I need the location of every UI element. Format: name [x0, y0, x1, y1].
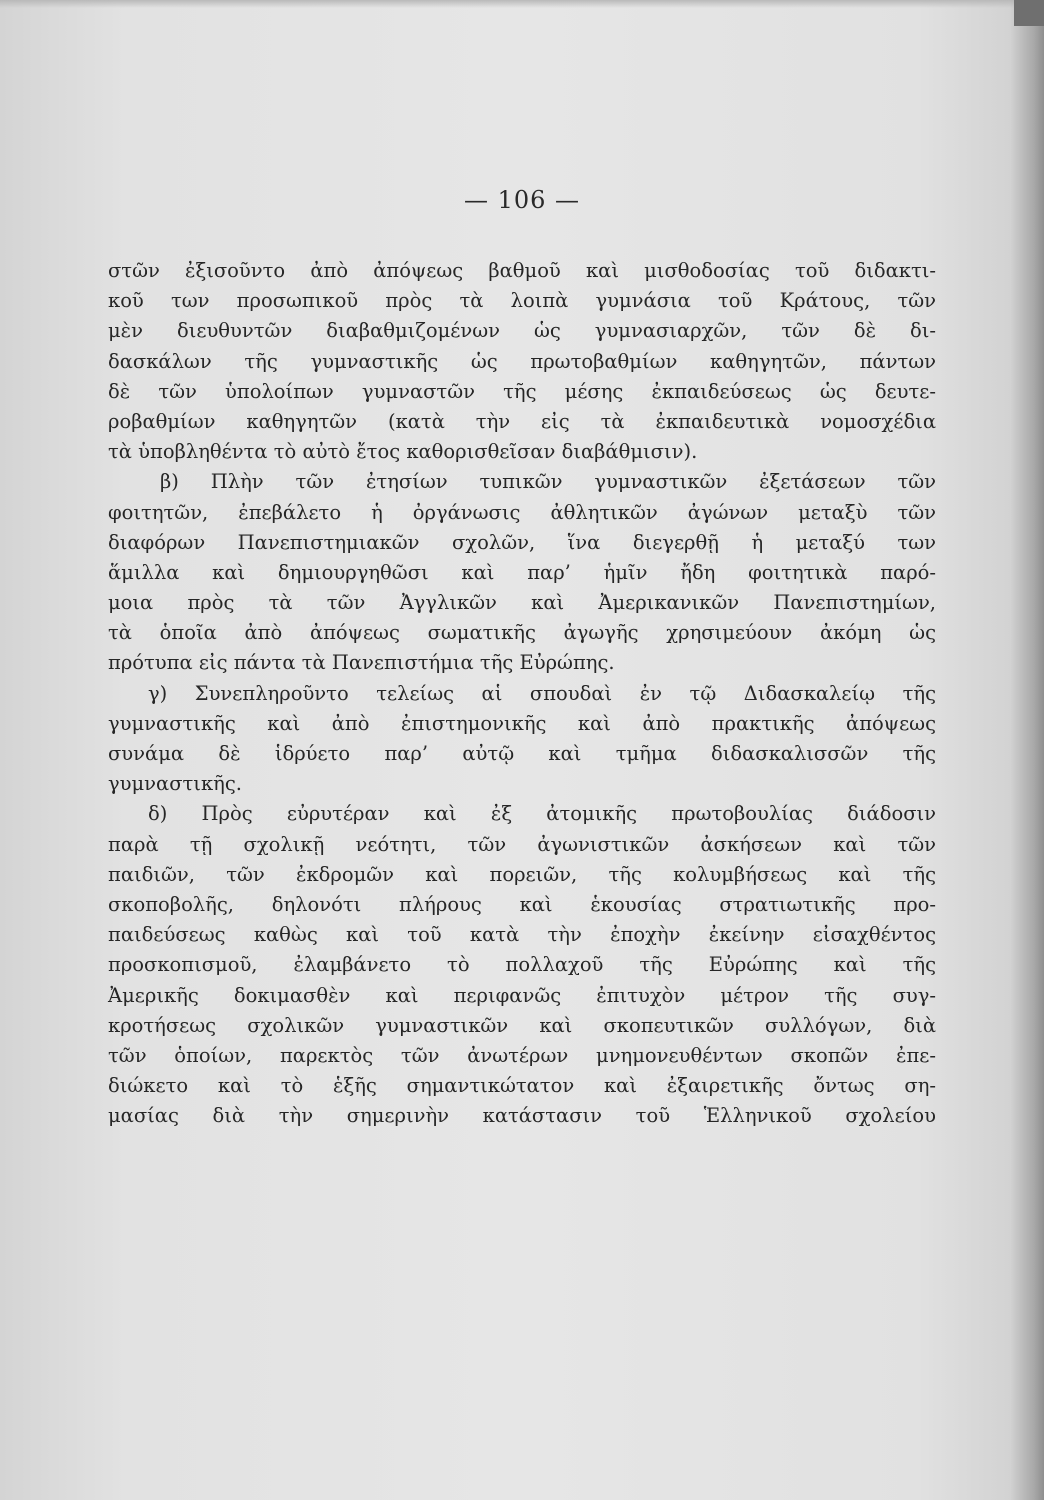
- text-line: μὲν διευθυντῶν διαβαθμιζομένων ὡς γυμνασιαρχῶν, τῶν δὲ δι-: [108, 319, 936, 343]
- text-line: παρὰ τῇ σχολικῇ νεότητι, τῶν ἀγωνιστικῶν ἀσκήσεων καὶ τῶν: [108, 832, 936, 856]
- text-line: διαφόρων Πανεπιστημιακῶν σχολῶν, ἵνα διεγερθῇ ἡ μεταξύ των: [108, 530, 936, 554]
- text-line: Ἀμερικῆς δοκιμασθὲν καὶ περιφανῶς ἐπιτυχὸν μέτρον τῆς συγ-: [108, 983, 936, 1007]
- text-line: δ) Πρὸς εὐρυτέραν καὶ ἐξ ἀτομικῆς πρωτοβουλίας διάδοσιν: [148, 802, 936, 826]
- text-line: β) Πλὴν τῶν ἐτησίων τυπικῶν γυμναστικῶν ἐξετάσεων τῶν: [160, 470, 936, 494]
- text-line: πρότυπα εἰς πάντα τὰ Πανεπιστήμια τῆς Εὐρώπης.: [108, 651, 615, 675]
- scan-corner-mark: [1014, 0, 1044, 26]
- text-line: ἅμιλλα καὶ δημιουργηθῶσι καὶ παρ’ ἡμῖν ἤδη φοιτητικὰ παρό-: [108, 560, 936, 584]
- page-right-shadow: [1010, 0, 1044, 1500]
- text-line: κροτήσεως σχολικῶν γυμναστικῶν καὶ σκοπευτικῶν συλλόγων, διὰ: [108, 1013, 936, 1037]
- body-text: [108, 256, 936, 1131]
- text-line: ροβαθμίων καθηγητῶν (κατὰ τὴν εἰς τὰ ἐκπαιδευτικὰ νομοσχέδια: [108, 409, 936, 433]
- text-line: σκοποβολῆς, δηλονότι πλήρους καὶ ἑκουσίας στρατιωτικῆς προ-: [108, 892, 936, 916]
- text-line: τὰ ὁποῖα ἀπὸ ἀπόψεως σωματικῆς ἀγωγῆς χρησιμεύουν ἀκόμη ὡς: [108, 621, 936, 645]
- text-line: γ) Συνεπληροῦντο τελείως αἱ σπουδαὶ ἐν τῷ Διδασκαλείῳ τῆς: [148, 681, 936, 705]
- text-line: συνάμα δὲ ἱδρύετο παρ’ αὐτῷ καὶ τμῆμα διδασκαλισσῶν τῆς: [108, 742, 936, 765]
- page-number: — 106 —: [463, 186, 581, 214]
- text-line: στῶν ἐξισοῦντο ἀπὸ ἀπόψεως βαθμοῦ καὶ μισθοδοσίας τοῦ διδακτι-: [108, 259, 936, 282]
- text-line: δασκάλων τῆς γυμναστικῆς ὡς πρωτοβαθμίων καθηγητῶν, πάντων: [108, 349, 936, 373]
- text-line: κοῦ των προσωπικοῦ πρὸς τὰ λοιπὰ γυμνάσια τοῦ Κράτους, τῶν: [108, 289, 936, 313]
- text-line: δὲ τῶν ὑπολοίπων γυμναστῶν τῆς μέσης ἐκπαιδεύσεως ὡς δευτε-: [108, 379, 936, 403]
- text-line: φοιτητῶν, ἐπεβάλετο ἡ ὀργάνωσις ἀθλητικῶν ἀγώνων μεταξὺ τῶν: [108, 500, 936, 524]
- text-line: μοια πρὸς τὰ τῶν Ἀγγλικῶν καὶ Ἀμερικανικῶν Πανεπιστημίων,: [108, 591, 936, 615]
- text-line: παιδεύσεως καθὼς καὶ τοῦ κατὰ τὴν ἐποχὴν ἐκείνην εἰσαχθέντος: [108, 923, 936, 947]
- text-line: διώκετο καὶ τὸ ἑξῆς σημαντικώτατον καὶ ἐξαιρετικῆς ὄντως ση-: [108, 1074, 936, 1098]
- text-line: γυμναστικῆς καὶ ἀπὸ ἐπιστημονικῆς καὶ ἀπὸ πρακτικῆς ἀπόψεως: [108, 711, 936, 735]
- text-line: μασίας διὰ τὴν σημερινὴν κατάστασιν τοῦ Ἑλληνικοῦ σχολείου: [108, 1104, 936, 1128]
- text-line: τῶν ὁποίων, παρεκτὸς τῶν ἀνωτέρων μνημονευθέντων σκοπῶν ἐπε-: [108, 1043, 936, 1067]
- page-top-shadow: [0, 0, 1044, 8]
- text-line: παιδιῶν, τῶν ἐκδρομῶν καὶ πορειῶν, τῆς κολυμβήσεως καὶ τῆς: [108, 862, 936, 886]
- text-line: τὰ ὑποβληθέντα τὸ αὐτὸ ἔτος καθορισθεῖσαν διαβάθμισιν).: [108, 440, 698, 464]
- text-line: προσκοπισμοῦ, ἐλαμβάνετο τὸ πολλαχοῦ τῆς Εὐρώπης καὶ τῆς: [108, 953, 936, 977]
- text-line: γυμναστικῆς.: [108, 772, 242, 796]
